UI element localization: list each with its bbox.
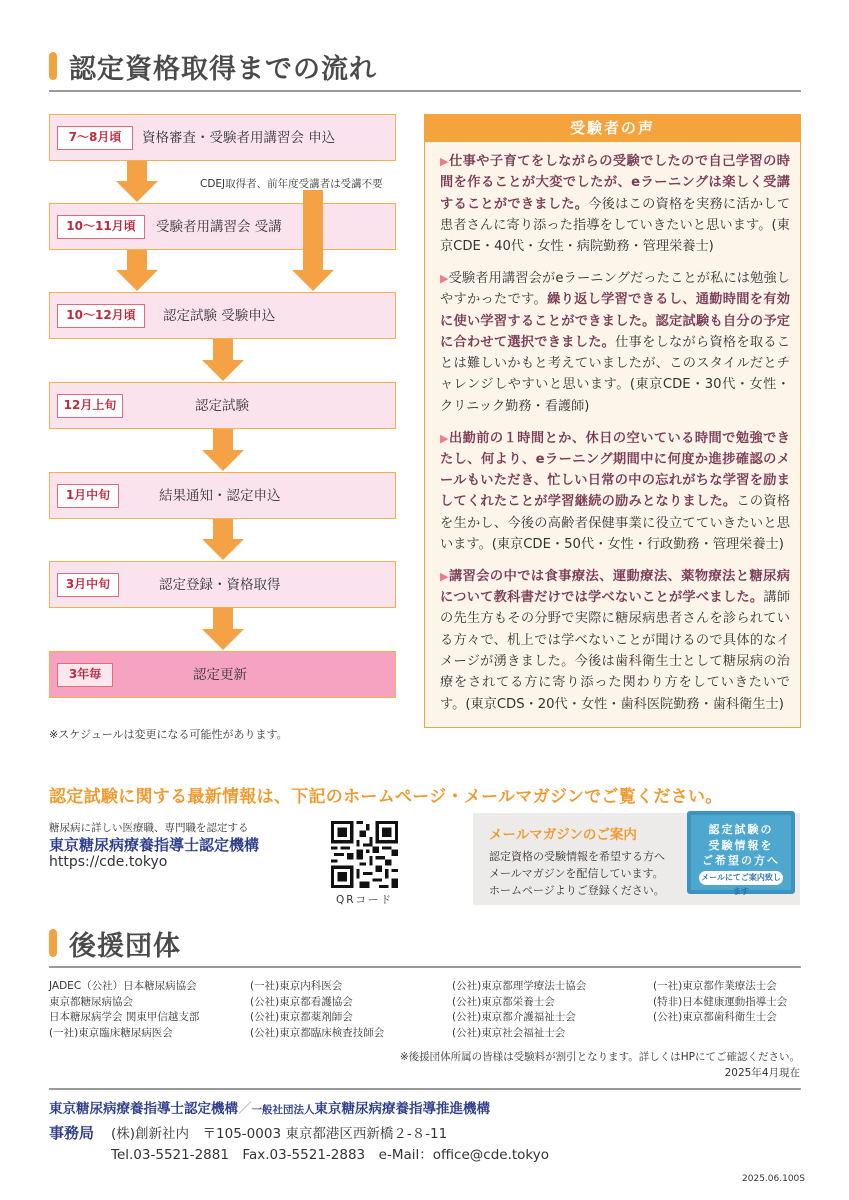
footer-org-2: 東京糖尿病療養指導推進機構 bbox=[314, 1101, 490, 1117]
mail-signup-banner[interactable] bbox=[687, 811, 795, 894]
step-label: 受験者用講習会 受講 bbox=[156, 219, 282, 235]
step-label: 認定試験 bbox=[195, 398, 249, 414]
voice-item bbox=[440, 268, 790, 417]
triangle-bullet-icon: ▶ bbox=[440, 155, 449, 168]
mail-magazine-box bbox=[473, 813, 800, 905]
step-badge: 3年毎 bbox=[57, 663, 113, 687]
down-arrow-icon bbox=[116, 161, 158, 203]
supporter-item: (一社)東京内科医会 bbox=[250, 980, 343, 992]
mail-magazine-text bbox=[489, 848, 665, 899]
step-label: 資格審査・受験者用講習会 申込 bbox=[142, 130, 336, 146]
qr-code-icon[interactable] bbox=[331, 821, 398, 888]
mail-banner-line: ご希望の方へ bbox=[702, 854, 780, 867]
voice-text: この資格を生かし、今後の高齢者保健事業に役立てていきたいと思います。(東京CDE・50代・女性・行政勤務・管理栄養士) bbox=[440, 494, 791, 553]
supporter-item: (公社)東京都臨床検査技師会 bbox=[250, 1026, 385, 1039]
flow-step-6 bbox=[49, 561, 396, 608]
down-arrow-icon bbox=[292, 190, 334, 292]
step-badge: 12月上旬 bbox=[57, 394, 123, 418]
step-label: 認定更新 bbox=[193, 667, 247, 683]
mail-magazine-line: ホームページよりご登録ください。 bbox=[489, 884, 665, 897]
flow-step-2 bbox=[49, 203, 396, 250]
footer-org-1: 東京糖尿病療養指導士認定機構 bbox=[49, 1101, 238, 1117]
homepage-link[interactable]: https://cde.tokyo bbox=[49, 854, 168, 870]
supporter-item: (公社)東京都介護福祉士会 bbox=[452, 1011, 576, 1023]
mail-magazine-title: メールマガジンのご案内 bbox=[489, 827, 637, 843]
triangle-bullet-icon: ▶ bbox=[440, 569, 449, 583]
supporters-column bbox=[250, 979, 384, 1041]
section-divider bbox=[49, 90, 801, 92]
voice-item bbox=[440, 566, 790, 715]
section-accent-bar bbox=[49, 52, 57, 80]
section-divider bbox=[49, 966, 801, 968]
triangle-bullet-icon: ▶ bbox=[440, 431, 449, 445]
step-label: 認定試験 受験申込 bbox=[163, 308, 276, 324]
supporter-item: (公社)東京都理学療法士協会 bbox=[452, 980, 587, 992]
voices-body bbox=[440, 151, 790, 725]
supporters-column bbox=[49, 979, 199, 1041]
voice-highlight: 出勤前の１時間とか、休日の空いている時間で勉強できたし、何より、eラーニング期間中に何度か進捗確認のメールもいただき、忙しい日常の中の忘れがちな学習を励ましてくれたことが学習継続の励みとなりました。 bbox=[440, 430, 790, 510]
supporter-item: (公社)東京都看護協会 bbox=[250, 995, 353, 1008]
voice-item bbox=[440, 151, 790, 257]
supporter-item: (公社)東京都薬剤師会 bbox=[250, 1011, 353, 1023]
down-arrow-icon bbox=[202, 339, 244, 382]
flow-step-5 bbox=[49, 472, 396, 519]
supporter-item: (公社)東京都歯科衛生士会 bbox=[653, 1011, 777, 1023]
qr-code-label: QRコード bbox=[335, 894, 394, 906]
supporter-item: (一社)東京都作業療法士会 bbox=[653, 980, 777, 992]
flow-step-1 bbox=[49, 114, 396, 161]
supporter-item: (公社)東京都栄養士会 bbox=[452, 995, 555, 1008]
step-badge: 1月中旬 bbox=[57, 484, 119, 508]
supporters-column bbox=[452, 979, 586, 1041]
voice-item bbox=[440, 428, 790, 556]
exemption-note: CDEJ取得者、前年度受講者は受講不要 bbox=[200, 178, 383, 190]
org-subtitle: 糖尿病に詳しい医療職、専門職を認定する bbox=[49, 822, 249, 834]
step-badge: 10〜11月頃 bbox=[57, 215, 145, 239]
step-badge: 3月中旬 bbox=[57, 573, 119, 597]
supporters-column bbox=[653, 979, 787, 1026]
flow-step-7 bbox=[49, 651, 396, 698]
step-label: 認定登録・資格取得 bbox=[159, 577, 281, 593]
voices-title: 受験者の声 bbox=[425, 115, 800, 142]
mail-magazine-line: 認定資格の受験情報を希望する方へ bbox=[489, 850, 665, 863]
document-code: 2025.06.100S bbox=[742, 1174, 805, 1184]
mail-banner-text bbox=[691, 822, 791, 869]
down-arrow-icon bbox=[202, 608, 244, 651]
supporter-item: JADEC（公社）日本糖尿病協会 bbox=[49, 980, 197, 992]
supporters-section-title: 後援団体 bbox=[69, 931, 181, 962]
footer-slash: ／ bbox=[238, 1101, 252, 1117]
footer-org-line bbox=[49, 1097, 490, 1117]
step-badge: 7〜8月頃 bbox=[57, 126, 133, 150]
voice-text: 今後はこの資格を実務に活かして患者さんに寄り添った指導をしていきたいと思います。(東京CDE・40代・女性・病院勤務・管理栄養士) bbox=[440, 196, 791, 255]
step-label: 結果通知・認定申込 bbox=[159, 488, 281, 504]
footer-corp-prefix: 一般社団法人 bbox=[251, 1104, 315, 1116]
info-headline: 認定試験に関する最新情報は、下記のホームページ・メールマガジンでご覧ください。 bbox=[49, 787, 723, 807]
voice-text: 受験者用講習会がeラーニングだったことが私には勉強しやすかったです。 bbox=[440, 270, 790, 308]
flow-section-title: 認定資格取得までの流れ bbox=[69, 54, 377, 85]
office-contact: Tel.03-5521-2881 Fax.03-5521-2883 e-Mail：office@cde.tokyo bbox=[111, 1147, 550, 1163]
voices-panel bbox=[424, 114, 801, 728]
down-arrow-icon bbox=[202, 429, 244, 472]
as-of-date: 2025年4月現在 bbox=[724, 1067, 800, 1079]
supporter-item: (一社)東京臨床糖尿病医会 bbox=[49, 1026, 173, 1039]
section-accent-bar bbox=[49, 929, 57, 957]
voice-highlight: 講習会の中では食事療法、運動療法、薬物療法と糖尿病について教科書だけでは学べないことが学べました。 bbox=[440, 568, 790, 606]
down-arrow-icon bbox=[202, 519, 244, 561]
supporter-item: 東京都糖尿病協会 bbox=[49, 995, 133, 1008]
down-arrow-icon bbox=[116, 250, 158, 292]
supporter-item: (特非)日本健康運動指導士会 bbox=[653, 995, 788, 1008]
discount-note: ※後援団体所属の皆様は受験料が割引となります。詳しくはHPにてご確認ください。 bbox=[399, 1051, 800, 1063]
voice-highlight: 仕事や子育てをしながらの受験でしたので自己学習の時間を作ることが大変でしたが、eラーニングは楽しく受講することができました。 bbox=[440, 154, 790, 212]
office-address: (株)創新社内 〒105-0003 東京都港区西新橋２-８-11 bbox=[111, 1126, 448, 1142]
voice-highlight: 繰り返し学習できるし、通勤時間を有効に使い学習することができました。認定試験も自分の予定に合わせて選択できました。 bbox=[440, 292, 790, 350]
flow-step-3 bbox=[49, 292, 396, 339]
triangle-bullet-icon: ▶ bbox=[440, 271, 449, 285]
footer-divider bbox=[49, 1088, 801, 1090]
supporter-item: 日本糖尿病学会 関東甲信越支部 bbox=[49, 1011, 200, 1023]
supporters-footnote bbox=[400, 1049, 800, 1081]
mail-signup-button[interactable]: メールにてご案内致します bbox=[699, 871, 783, 885]
mail-banner-line: 受験情報を bbox=[708, 838, 774, 852]
office-label: 事務局 bbox=[49, 1124, 95, 1142]
mail-banner-line: 認定試験の bbox=[708, 823, 774, 836]
voice-text: 講師の先生方もその分野で実際に糖尿病患者さんを診られている方々で、机上では学べないことが聞けるので具体的なイメージが湧きました。今後は歯科衛生士として糖尿病の治療をされてる方に寄り添った関わり方をしていきたいです。(東京CDS・20代・女性・歯科医院勤務・歯科衛生士) bbox=[440, 590, 791, 712]
supporter-item: (公社)東京社会福祉士会 bbox=[452, 1026, 566, 1039]
flow-step-4 bbox=[49, 382, 396, 429]
mail-magazine-line: メールマガジンを配信しています。 bbox=[489, 867, 664, 880]
org-name: 東京糖尿病療養指導士認定機構 bbox=[49, 836, 260, 854]
voice-text: 仕事をしながら資格を取ることは難しいかもと考えていましたが、このスタイルだとチャレンジしやすいと思います。(東京CDE・30代・女性・クリニック勤務・看護師) bbox=[440, 334, 791, 414]
step-badge: 10〜12月頃 bbox=[57, 304, 145, 328]
schedule-note: ※スケジュールは変更になる可能性があります。 bbox=[49, 728, 288, 741]
